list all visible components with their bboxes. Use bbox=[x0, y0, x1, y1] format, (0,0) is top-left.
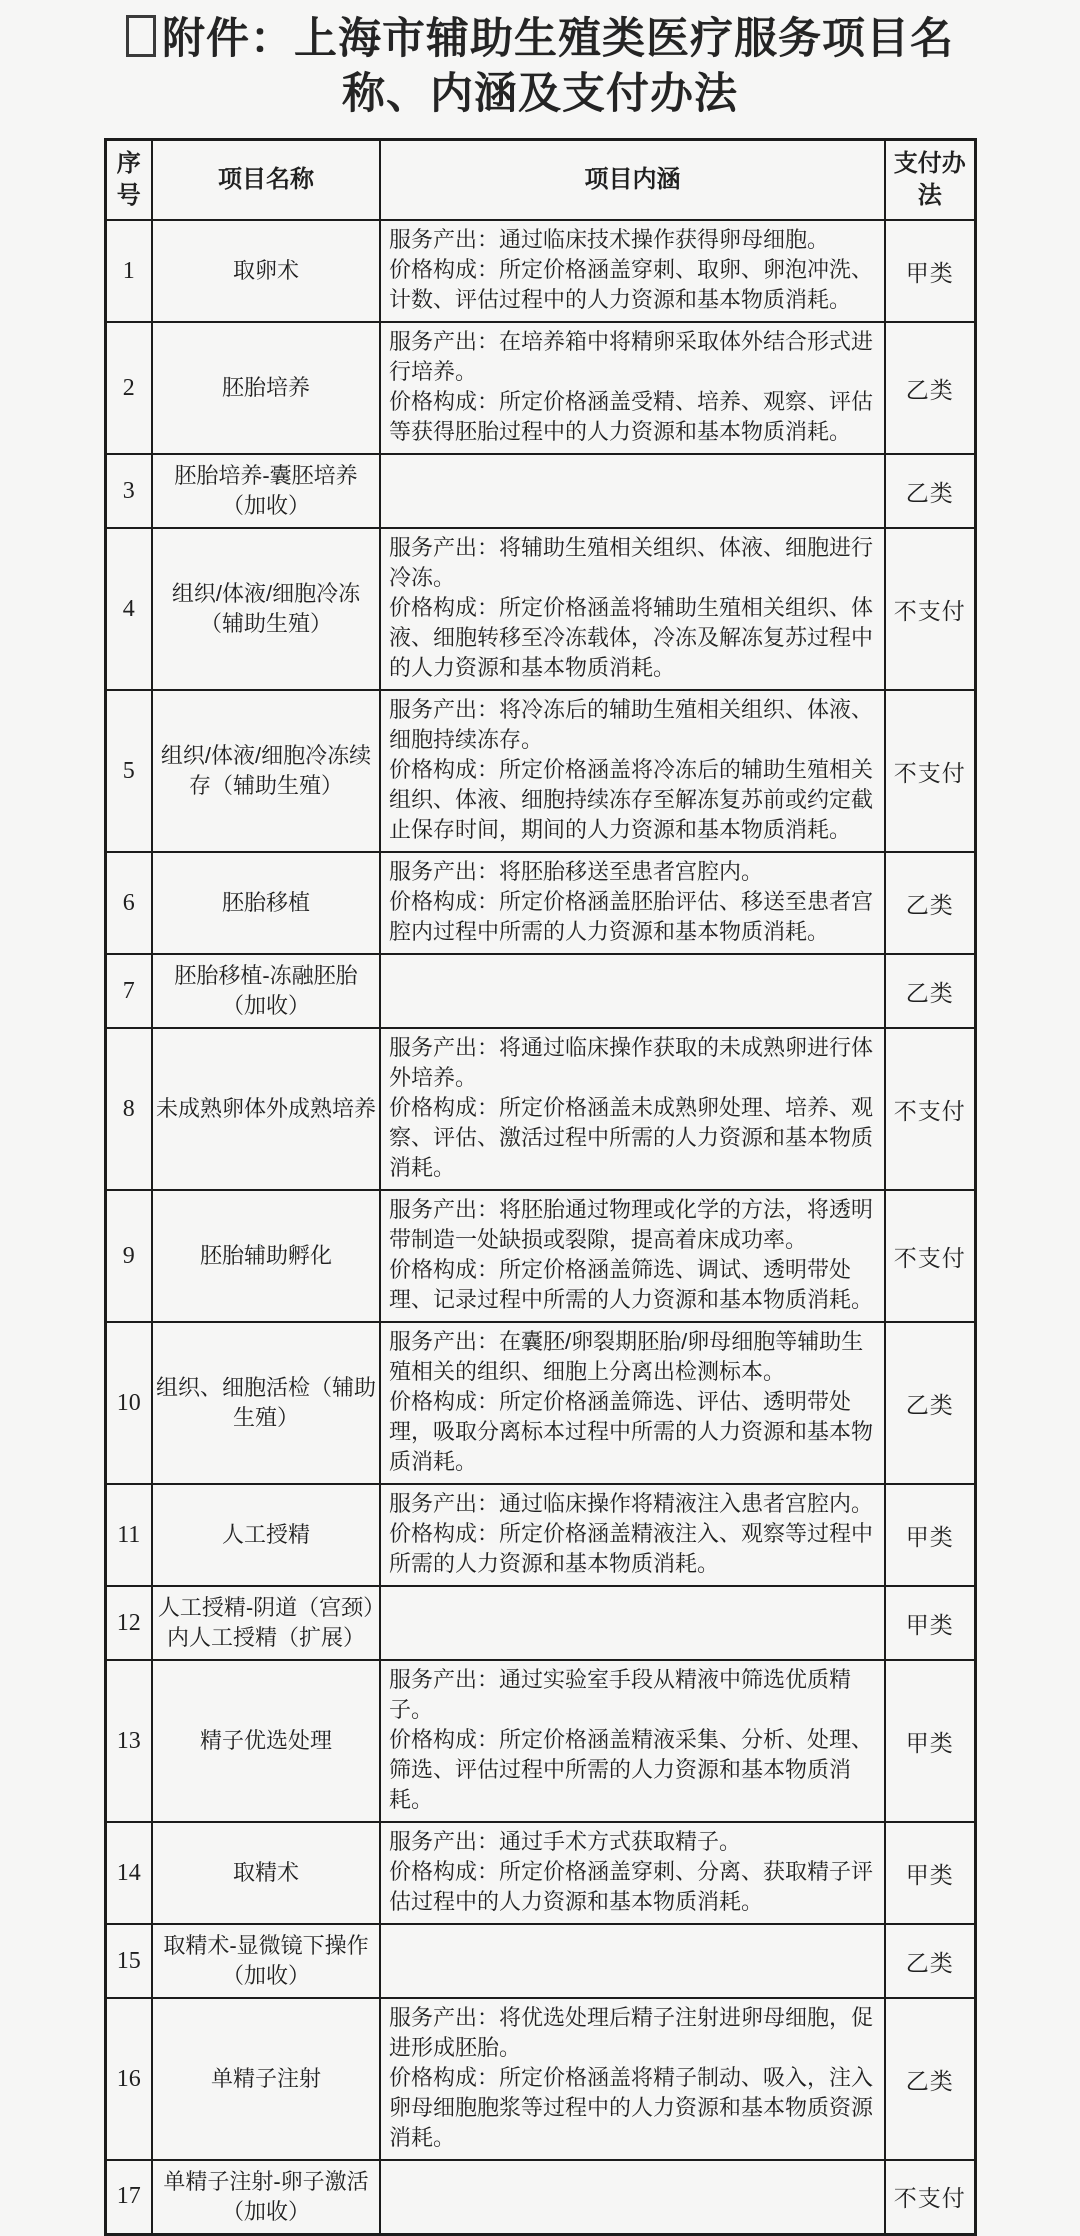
content-paragraph: 服务产出：将辅助生殖相关组织、体液、细胞进行冷冻。 bbox=[389, 535, 874, 591]
item-content-cell bbox=[380, 1586, 885, 1660]
item-name-cell: 组织/体液/细胞冷冻续存（辅助生殖） bbox=[152, 690, 380, 852]
content-paragraph: 价格构成：所定价格涵盖筛选、调试、透明带处理、记录过程中所需的人力资源和基本物质消耗。 bbox=[389, 1257, 874, 1313]
row-index-cell: 13 bbox=[105, 1660, 152, 1822]
table-body bbox=[105, 220, 975, 2234]
row-index-cell: 8 bbox=[105, 1028, 152, 1190]
item-name-cell: 取精术-显微镜下操作（加收） bbox=[152, 1924, 380, 1998]
item-name-cell: 取卵术 bbox=[152, 220, 380, 322]
content-paragraph: 服务产出：在培养箱中将精卵采取体外结合形式进行培养。 bbox=[389, 329, 874, 385]
row-index-cell: 6 bbox=[105, 852, 152, 954]
row-index-cell: 15 bbox=[105, 1924, 152, 1998]
col-header-payment: 支付办法 bbox=[885, 140, 975, 221]
table-row bbox=[105, 454, 975, 528]
item-name-cell: 单精子注射 bbox=[152, 1998, 380, 2160]
row-index-cell: 17 bbox=[105, 2160, 152, 2234]
row-index-cell: 4 bbox=[105, 528, 152, 690]
payment-method-cell: 乙类 bbox=[885, 454, 975, 528]
content-paragraph: 服务产出：将胚胎移送至患者宫腔内。 bbox=[389, 859, 764, 885]
item-content-cell bbox=[380, 1484, 885, 1586]
content-paragraph: 价格构成：所定价格涵盖筛选、评估、透明带处理，吸取分离标本过程中所需的人力资源和基本物质消耗。 bbox=[389, 1389, 874, 1475]
col-header-index: 序号 bbox=[105, 140, 152, 221]
row-index-cell: 12 bbox=[105, 1586, 152, 1660]
item-content-cell bbox=[380, 852, 885, 954]
item-content-cell bbox=[380, 1322, 885, 1484]
content-paragraph: 价格构成：所定价格涵盖未成熟卵处理、培养、观察、评估、激活过程中所需的人力资源和基本物质消耗。 bbox=[389, 1095, 874, 1181]
payment-method-cell: 甲类 bbox=[885, 220, 975, 322]
table-row bbox=[105, 1586, 975, 1660]
item-content-cell bbox=[380, 954, 885, 1028]
content-paragraph: 价格构成：所定价格涵盖受精、培养、观察、评估等获得胚胎过程中的人力资源和基本物质消耗。 bbox=[389, 389, 874, 445]
col-header-content: 项目内涵 bbox=[380, 140, 885, 221]
payment-method-cell: 乙类 bbox=[885, 852, 975, 954]
table-row bbox=[105, 1924, 975, 1998]
row-index-cell: 9 bbox=[105, 1190, 152, 1322]
item-name-cell: 胚胎移植 bbox=[152, 852, 380, 954]
item-name-cell: 人工授精-阴道（宫颈）内人工授精（扩展） bbox=[152, 1586, 380, 1660]
table-row bbox=[105, 1998, 975, 2160]
payment-method-cell: 甲类 bbox=[885, 1822, 975, 1924]
page-title bbox=[100, 12, 980, 122]
table-row bbox=[105, 690, 975, 852]
payment-method-cell: 甲类 bbox=[885, 1484, 975, 1586]
payment-method-cell: 不支付 bbox=[885, 690, 975, 852]
item-name-cell: 组织/体液/细胞冷冻（辅助生殖） bbox=[152, 528, 380, 690]
table-row bbox=[105, 1028, 975, 1190]
payment-method-cell: 不支付 bbox=[885, 1028, 975, 1190]
content-paragraph: 服务产出：通过临床技术操作获得卵母细胞。 bbox=[389, 227, 830, 253]
table-row bbox=[105, 1660, 975, 1822]
table-row bbox=[105, 1190, 975, 1322]
content-paragraph: 服务产出：在囊胚/卵裂期胚胎/卵母细胞等辅助生殖相关的组织、细胞上分离出检测标本。 bbox=[389, 1329, 864, 1385]
table-row bbox=[105, 2160, 975, 2234]
item-content-cell bbox=[380, 322, 885, 454]
item-name-cell: 胚胎培养-囊胚培养（加收） bbox=[152, 454, 380, 528]
table-row bbox=[105, 220, 975, 322]
row-index-cell: 11 bbox=[105, 1484, 152, 1586]
table-row bbox=[105, 954, 975, 1028]
item-name-cell: 人工授精 bbox=[152, 1484, 380, 1586]
content-paragraph: 价格构成：所定价格涵盖精液采集、分析、处理、筛选、评估过程中所需的人力资源和基本物质消耗。 bbox=[389, 1727, 874, 1813]
content-paragraph: 价格构成：所定价格涵盖精液注入、观察等过程中所需的人力资源和基本物质消耗。 bbox=[389, 1521, 874, 1577]
item-name-cell: 胚胎培养 bbox=[152, 322, 380, 454]
content-paragraph: 价格构成：所定价格涵盖穿刺、分离、获取精子评估过程中的人力资源和基本物质消耗。 bbox=[389, 1859, 874, 1915]
payment-method-cell: 甲类 bbox=[885, 1586, 975, 1660]
content-paragraph: 价格构成：所定价格涵盖穿刺、取卵、卵泡冲洗、计数、评估过程中的人力资源和基本物质消耗。 bbox=[389, 257, 874, 313]
row-index-cell: 3 bbox=[105, 454, 152, 528]
row-index-cell: 10 bbox=[105, 1322, 152, 1484]
item-name-cell: 胚胎辅助孵化 bbox=[152, 1190, 380, 1322]
payment-method-cell: 不支付 bbox=[885, 1190, 975, 1322]
item-content-cell bbox=[380, 1028, 885, 1190]
table-row bbox=[105, 528, 975, 690]
table-row bbox=[105, 852, 975, 954]
item-name-cell: 精子优选处理 bbox=[152, 1660, 380, 1822]
item-content-cell bbox=[380, 1660, 885, 1822]
item-content-cell bbox=[380, 1190, 885, 1322]
item-content-cell bbox=[380, 1822, 885, 1924]
table-header-row bbox=[105, 140, 975, 221]
payment-method-cell: 乙类 bbox=[885, 954, 975, 1028]
page-title-text: 附件：上海市辅助生殖类医疗服务项目名称、内涵及支付办法 bbox=[162, 15, 954, 119]
content-paragraph: 价格构成：所定价格涵盖将冷冻后的辅助生殖相关组织、体液、细胞持续冻存至解冻复苏前或约定截止保存时间，期间的人力资源和基本物质消耗。 bbox=[389, 757, 874, 843]
content-paragraph: 服务产出：将优选处理后精子注射进卵母细胞，促进形成胚胎。 bbox=[389, 2005, 874, 2061]
table-row bbox=[105, 322, 975, 454]
item-content-cell bbox=[380, 220, 885, 322]
row-index-cell: 1 bbox=[105, 220, 152, 322]
item-content-cell bbox=[380, 1924, 885, 1998]
row-index-cell: 7 bbox=[105, 954, 152, 1028]
row-index-cell: 14 bbox=[105, 1822, 152, 1924]
content-paragraph: 服务产出：将通过临床操作获取的未成熟卵进行体外培养。 bbox=[389, 1035, 874, 1091]
item-name-cell: 组织、细胞活检（辅助生殖） bbox=[152, 1322, 380, 1484]
payment-method-cell: 乙类 bbox=[885, 1322, 975, 1484]
content-paragraph: 价格构成：所定价格涵盖胚胎评估、移送至患者宫腔内过程中所需的人力资源和基本物质消耗。 bbox=[389, 889, 874, 945]
content-paragraph: 服务产出：通过手术方式获取精子。 bbox=[389, 1829, 742, 1855]
payment-method-cell: 甲类 bbox=[885, 1660, 975, 1822]
col-header-name: 项目名称 bbox=[152, 140, 380, 221]
payment-method-cell: 乙类 bbox=[885, 322, 975, 454]
item-content-cell bbox=[380, 1998, 885, 2160]
row-index-cell: 5 bbox=[105, 690, 152, 852]
item-name-cell: 单精子注射-卵子激活（加收） bbox=[152, 2160, 380, 2234]
payment-method-cell: 不支付 bbox=[885, 528, 975, 690]
table-row bbox=[105, 1322, 975, 1484]
item-name-cell: 胚胎移植-冻融胚胎（加收） bbox=[152, 954, 380, 1028]
payment-method-cell: 不支付 bbox=[885, 2160, 975, 2234]
payment-method-cell: 乙类 bbox=[885, 1924, 975, 1998]
item-name-cell: 未成熟卵体外成熟培养 bbox=[152, 1028, 380, 1190]
content-paragraph: 服务产出：通过实验室手段从精液中筛选优质精子。 bbox=[389, 1667, 852, 1723]
content-paragraph: 服务产出：通过临床操作将精液注入患者宫腔内。 bbox=[389, 1491, 874, 1517]
item-content-cell bbox=[380, 690, 885, 852]
item-content-cell bbox=[380, 528, 885, 690]
content-paragraph: 价格构成：所定价格涵盖将精子制动、吸入，注入卵母细胞胞浆等过程中的人力资源和基本物质资源消耗。 bbox=[389, 2065, 874, 2151]
item-content-cell bbox=[380, 454, 885, 528]
table-row bbox=[105, 1484, 975, 1586]
missing-glyph-box bbox=[126, 15, 156, 57]
attachment-table bbox=[104, 138, 977, 2236]
item-content-cell bbox=[380, 2160, 885, 2234]
row-index-cell: 2 bbox=[105, 322, 152, 454]
item-name-cell: 取精术 bbox=[152, 1822, 380, 1924]
content-paragraph: 服务产出：将冷冻后的辅助生殖相关组织、体液、细胞持续冻存。 bbox=[389, 697, 874, 753]
row-index-cell: 16 bbox=[105, 1998, 152, 2160]
table-row bbox=[105, 1822, 975, 1924]
content-paragraph: 价格构成：所定价格涵盖将辅助生殖相关组织、体液、细胞转移至冷冻载体，冷冻及解冻复苏过程中的人力资源和基本物质消耗。 bbox=[389, 595, 874, 681]
content-paragraph: 服务产出：将胚胎通过物理或化学的方法，将透明带制造一处缺损或裂隙，提高着床成功率。 bbox=[389, 1197, 874, 1253]
payment-method-cell: 乙类 bbox=[885, 1998, 975, 2160]
